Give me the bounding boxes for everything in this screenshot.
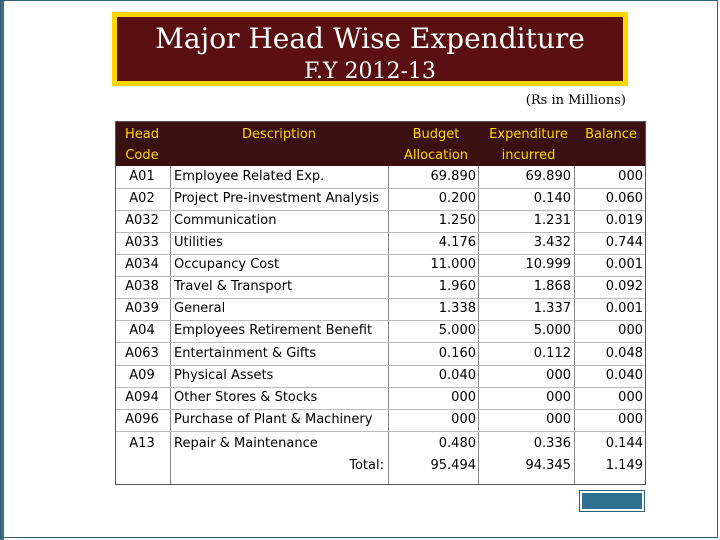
cell-code: A096: [125, 412, 159, 427]
cell-budget: 000: [451, 390, 476, 405]
cell-code: A038: [125, 279, 159, 294]
cell-balance: 000: [618, 169, 643, 184]
cell-budget: 000: [451, 412, 476, 427]
table-row: [116, 210, 645, 232]
navigation-button[interactable]: [580, 491, 644, 511]
cell-code: A032: [125, 213, 159, 228]
table-row: [116, 298, 645, 320]
table-row: [116, 166, 645, 188]
cell-balance: 0.001: [605, 301, 643, 316]
cell-description: Entertainment & Gifts: [174, 346, 317, 361]
units-note: (Rs in Millions): [525, 93, 626, 108]
header-expenditure: [481, 124, 576, 166]
cell-code: A04: [129, 323, 155, 338]
cell-code: A039: [125, 301, 159, 316]
cell-balance: 0.744: [605, 235, 643, 250]
expenditure-table: [115, 121, 646, 485]
header-expenditure-line2: incurred: [501, 148, 556, 163]
page-subtitle: F.Y 2012-13: [304, 59, 436, 84]
table-row: [116, 433, 645, 455]
cell-expenditure: 0.140: [533, 191, 571, 206]
cell-code: A02: [129, 191, 155, 206]
table-row: [116, 343, 645, 365]
cell-budget: 1.960: [438, 279, 476, 294]
cell-expenditure: 69.890: [525, 169, 571, 184]
page-title: Major Head Wise Expenditure: [155, 22, 585, 55]
cell-description: Employees Retirement Benefit: [174, 323, 373, 338]
cell-balance: 0.001: [605, 257, 643, 272]
cell-expenditure: 1.231: [533, 213, 571, 228]
header-head-code: [116, 124, 168, 166]
cell-code: A034: [125, 257, 159, 272]
title-banner-inner: [117, 17, 623, 84]
cell-budget: 69.890: [430, 169, 476, 184]
header-description: Description: [241, 127, 317, 142]
table-row: [116, 320, 645, 342]
cell-budget: 0.040: [438, 368, 476, 383]
cell-balance: 0.048: [605, 346, 643, 361]
table-row: [116, 232, 645, 254]
cell-description: Repair & Maintenance: [174, 436, 318, 451]
cell-code: A01: [129, 169, 155, 184]
cell-description: Communication: [174, 213, 277, 228]
cell-expenditure: 3.432: [533, 235, 571, 250]
cell-description: Occupancy Cost: [174, 257, 280, 272]
cell-balance: 0.092: [605, 279, 643, 294]
table-header: [116, 122, 645, 166]
cell-expenditure: 000: [546, 412, 571, 427]
cell-balance: 000: [618, 323, 643, 338]
table-row: [116, 409, 645, 431]
cell-description: Other Stores & Stocks: [174, 390, 318, 405]
cell-expenditure: 1.337: [533, 301, 571, 316]
cell-balance: 000: [618, 390, 643, 405]
cell-budget: 1.338: [438, 301, 476, 316]
table-row: [116, 276, 645, 298]
cell-budget: 1.250: [438, 213, 476, 228]
table-row: [116, 365, 645, 387]
cell-budget: 0.480: [438, 436, 476, 451]
cell-description: Physical Assets: [174, 368, 274, 383]
cell-code: A033: [125, 235, 159, 250]
cell-budget: 5.000: [438, 323, 476, 338]
cell-description: General: [174, 301, 226, 316]
table-row: [116, 254, 645, 276]
cell-expenditure: 1.868: [533, 279, 571, 294]
title-banner: [112, 12, 628, 86]
cell-balance: 0.040: [605, 368, 643, 383]
cell-expenditure: 000: [546, 390, 571, 405]
cell-description: Utilities: [174, 235, 223, 250]
header-head-code-line1: Head: [125, 127, 159, 142]
header-expenditure-line1: Expenditure: [489, 127, 568, 142]
table-row: [116, 188, 645, 210]
total-label: Total:: [349, 458, 384, 473]
cell-description: Employee Related Exp.: [174, 169, 325, 184]
total-expenditure: 94.345: [525, 458, 571, 473]
header-budget-line1: Budget: [412, 127, 460, 142]
cell-code: A094: [125, 390, 159, 405]
cell-budget: 0.200: [438, 191, 476, 206]
cell-expenditure: 000: [546, 368, 571, 383]
cell-balance: 000: [618, 412, 643, 427]
header-balance: Balance: [585, 127, 637, 142]
row-divider: [116, 431, 645, 432]
total-budget: 95.494: [430, 458, 476, 473]
cell-budget: 4.176: [438, 235, 476, 250]
cell-balance: 0.144: [605, 436, 643, 451]
total-balance: 1.149: [605, 458, 643, 473]
cell-balance: 0.060: [605, 191, 643, 206]
cell-description: Purchase of Plant & Machinery: [174, 412, 373, 427]
cell-code: A09: [129, 368, 155, 383]
cell-budget: 0.160: [438, 346, 476, 361]
header-budget: [391, 124, 481, 166]
cell-expenditure: 10.999: [525, 257, 571, 272]
table-row: [116, 387, 645, 409]
cell-code: A063: [125, 346, 159, 361]
cell-description: Project Pre-investment Analysis: [174, 191, 380, 206]
cell-balance: 0.019: [605, 213, 643, 228]
header-budget-line2: Allocation: [403, 148, 469, 163]
cell-expenditure: 0.112: [533, 346, 571, 361]
cell-expenditure: 0.336: [533, 436, 571, 451]
cell-expenditure: 5.000: [533, 323, 571, 338]
cell-budget: 11.000: [430, 257, 476, 272]
header-head-code-line2: Code: [125, 148, 159, 163]
total-row: [116, 455, 645, 477]
cell-description: Travel & Transport: [174, 279, 293, 294]
cell-code: A13: [129, 436, 155, 451]
